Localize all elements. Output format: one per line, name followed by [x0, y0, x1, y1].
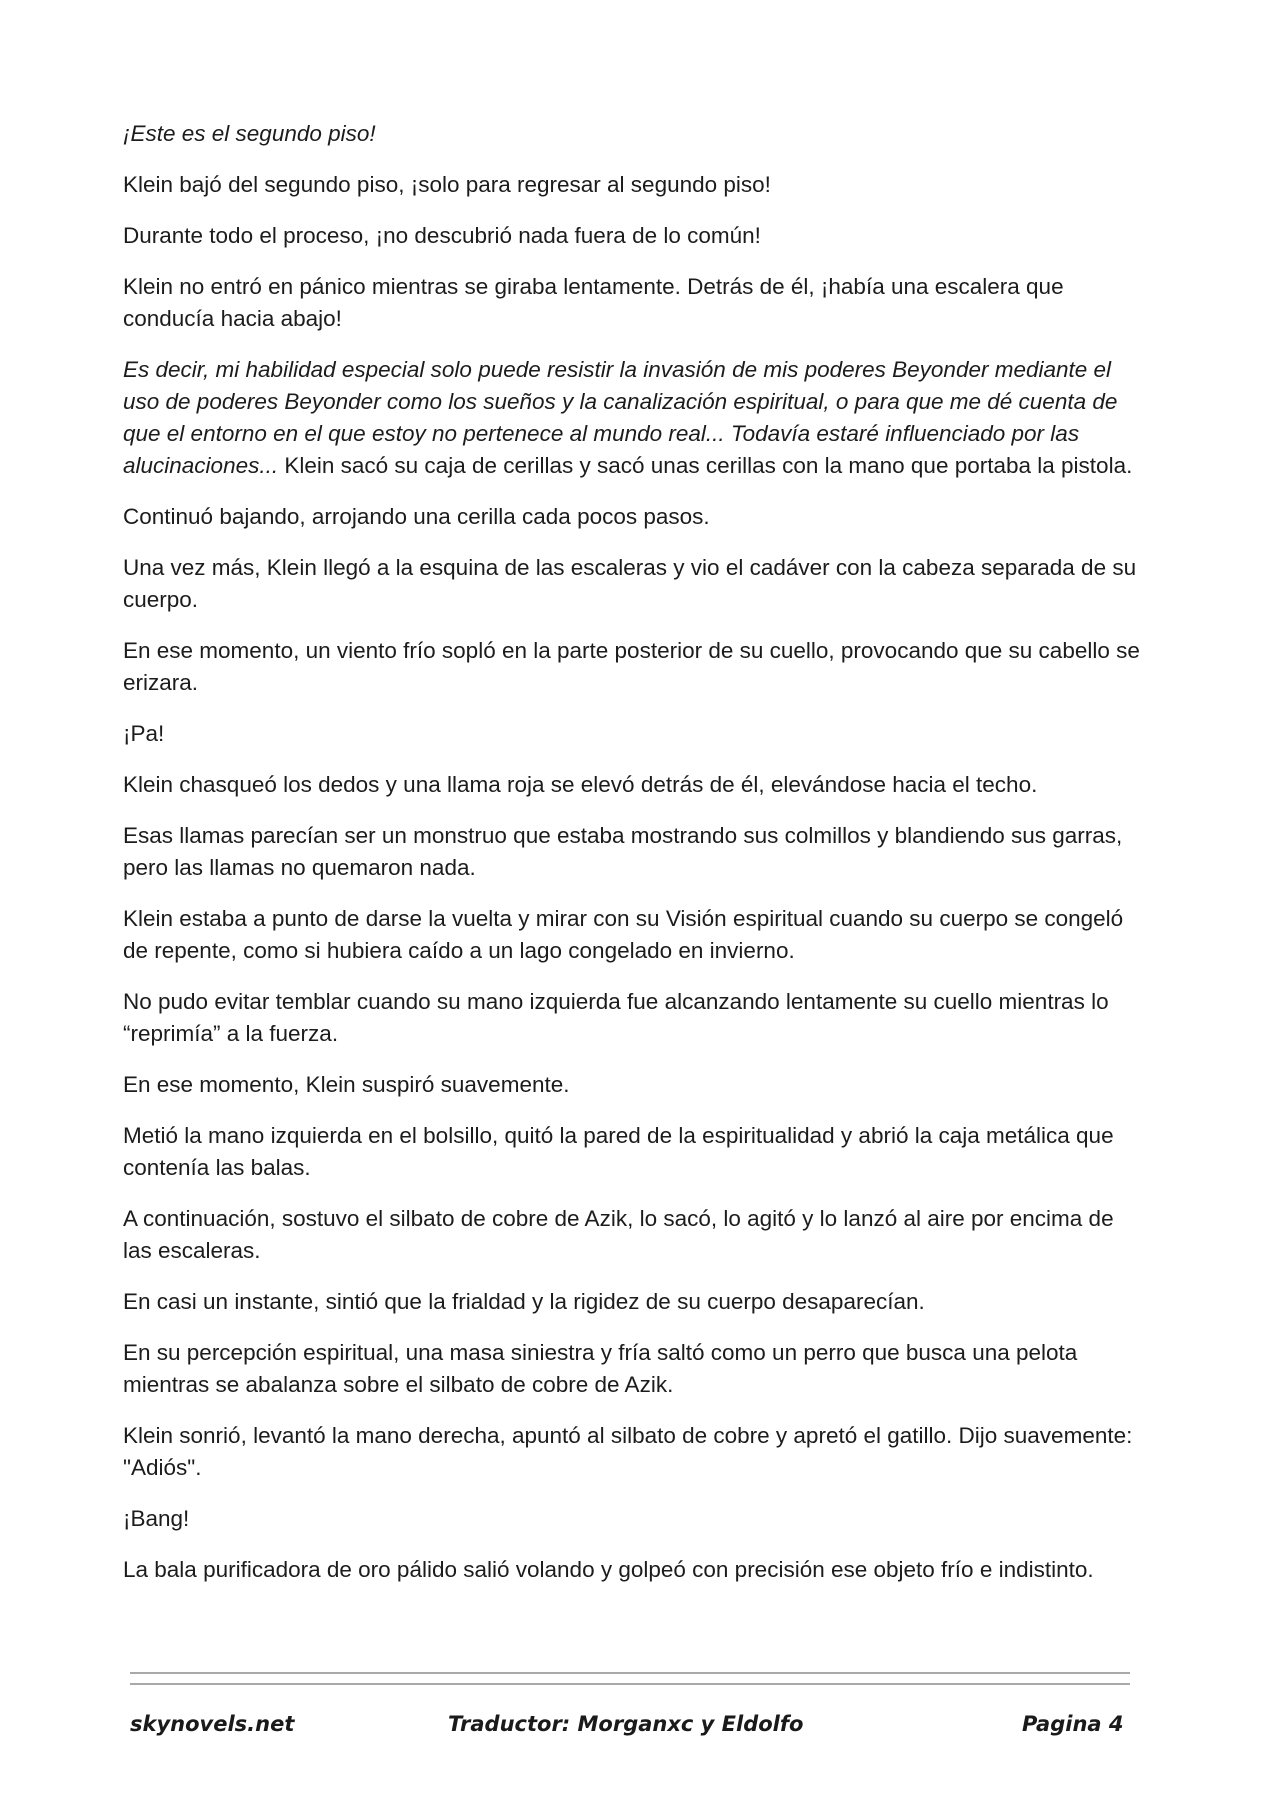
- paragraph: [123, 354, 1143, 482]
- text: Una vez más, Klein llegó a la esquina de las escaleras y vio el cadáver con la cabeza separada de su cuerpo.: [123, 555, 1137, 612]
- paragraph: [123, 1420, 1143, 1484]
- paragraph: [123, 220, 1143, 252]
- text: Klein sacó su caja de cerillas y sacó unas cerillas con la mano que portaba la pistola.: [278, 453, 1133, 478]
- text: Klein estaba a punto de darse la vuelta y mirar con su Visión espiritual cuando su cuerpo se congeló de repente, como si hubiera caído a un lago congelado en invierno.: [123, 906, 1124, 963]
- text: Durante todo el proceso, ¡no descubrió nada fuera de lo común!: [123, 223, 761, 248]
- text: Metió la mano izquierda en el bolsillo, quitó la pared de la espiritualidad y abrió la caja metálica que contenía las balas.: [123, 1123, 1114, 1180]
- text: En ese momento, un viento frío sopló en la parte posterior de su cuello, provocando que su cabello se erizara.: [123, 638, 1140, 695]
- italic-text: Es decir, mi habilidad especial solo puede resistir la invasión de mis poderes Beyonder mediante el uso de poderes Beyonder como los sueños y la canalización espiritual, o para que me dé cuenta de que el entorno en el que estoy no pertenece al mundo real... Todavía estaré influenciado por las alucinaciones...: [123, 357, 1118, 478]
- paragraph: [123, 1120, 1143, 1184]
- text: No pudo evitar temblar cuando su mano izquierda fue alcanzando lentamente su cuello mientras lo “reprimía” a la fuerza.: [123, 989, 1109, 1046]
- text: En ese momento, Klein suspiró suavemente.: [123, 1072, 570, 1097]
- paragraph: [123, 820, 1143, 884]
- footer-site: skynovels.net: [130, 1712, 295, 1736]
- text: En su percepción espiritual, una masa siniestra y fría saltó como un perro que busca una pelota mientras se abalanza sobre el silbato de cobre de Azik.: [123, 1340, 1078, 1397]
- paragraph: [123, 271, 1143, 335]
- footer-divider-top: [130, 1672, 1130, 1674]
- footer-translator: Traductor: Morganxc y Eldolfo: [448, 1712, 804, 1736]
- paragraph: [123, 769, 1143, 801]
- paragraph: [123, 552, 1143, 616]
- paragraph: [123, 1554, 1143, 1586]
- paragraph: [123, 1337, 1143, 1401]
- paragraph: [123, 1503, 1143, 1535]
- paragraph: [123, 118, 1143, 150]
- text: Klein no entró en pánico mientras se giraba lentamente. Detrás de él, ¡había una escalera que conducía hacia abajo!: [123, 274, 1064, 331]
- text: ¡Pa!: [123, 721, 165, 746]
- text: Klein chasqueó los dedos y una llama roja se elevó detrás de él, elevándose hacia el techo.: [123, 772, 1038, 797]
- paragraph: [123, 635, 1143, 699]
- footer-page-number: Pagina 4: [1022, 1712, 1124, 1736]
- text: Klein bajó del segundo piso, ¡solo para regresar al segundo piso!: [123, 172, 771, 197]
- paragraph: [123, 169, 1143, 201]
- paragraph: [123, 1286, 1143, 1318]
- text: ¡Bang!: [123, 1506, 190, 1531]
- paragraph: [123, 986, 1143, 1050]
- text: En casi un instante, sintió que la frialdad y la rigidez de su cuerpo desaparecían.: [123, 1289, 925, 1314]
- text: Esas llamas parecían ser un monstruo que estaba mostrando sus colmillos y blandiendo sus garras, pero las llamas no quemaron nada.: [123, 823, 1123, 880]
- text: La bala purificadora de oro pálido salió volando y golpeó con precisión ese objeto frío e indistinto.: [123, 1557, 1094, 1582]
- body-text: [123, 118, 1143, 1605]
- text: Continuó bajando, arrojando una cerilla cada pocos pasos.: [123, 504, 710, 529]
- footer-divider-bottom: [130, 1683, 1130, 1685]
- paragraph: [123, 1203, 1143, 1267]
- paragraph: [123, 903, 1143, 967]
- text: Klein sonrió, levantó la mano derecha, apuntó al silbato de cobre y apretó el gatillo. Dijo suavemente: "Adiós".: [123, 1423, 1133, 1480]
- text: A continuación, sostuvo el silbato de cobre de Azik, lo sacó, lo agitó y lo lanzó al aire por encima de las escaleras.: [123, 1206, 1114, 1263]
- paragraph: [123, 501, 1143, 533]
- paragraph: [123, 1069, 1143, 1101]
- italic-text: ¡Este es el segundo piso!: [123, 121, 376, 146]
- paragraph: [123, 718, 1143, 750]
